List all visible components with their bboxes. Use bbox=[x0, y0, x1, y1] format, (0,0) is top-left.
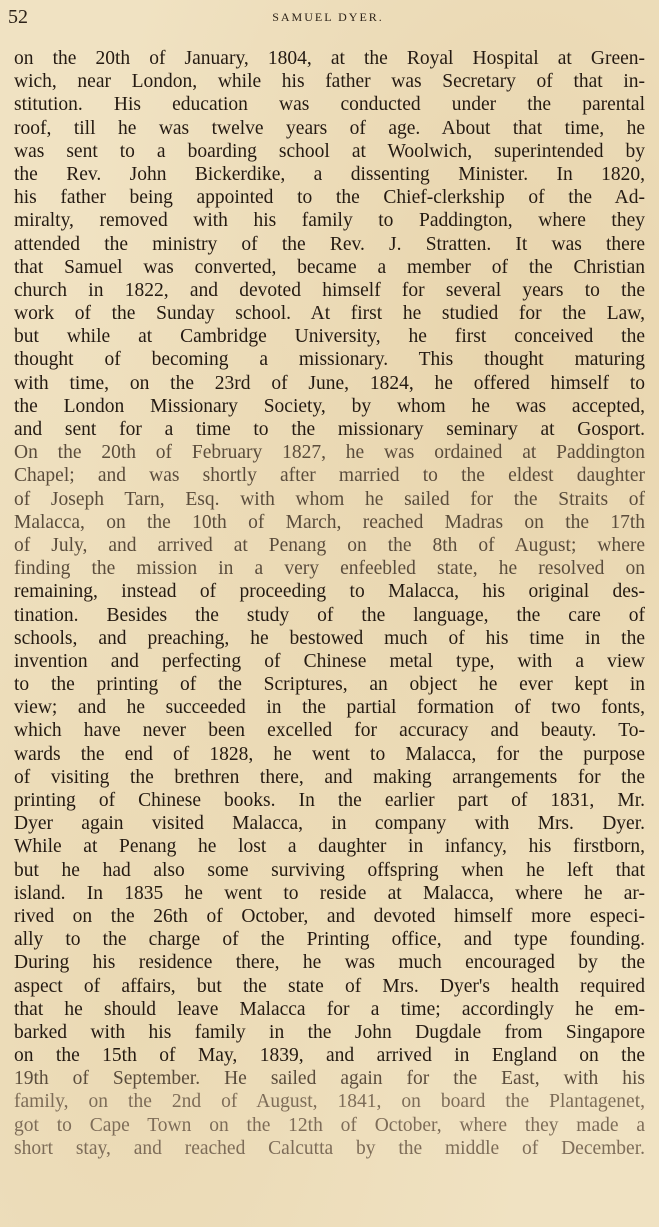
text-line: printing of Chinese books. In the earlier part of 1831, Mr. bbox=[14, 790, 645, 811]
text-line: tination. Besides the study of the language, the care of bbox=[14, 604, 645, 626]
text-line: but while at Cambridge University, he first conceived the bbox=[14, 326, 645, 348]
text-line: of Joseph Tarn, Esq. with whom he sailed for the Straits of bbox=[14, 488, 645, 510]
text-line: island. In 1835 he went to reside at Malacca, where he ar- bbox=[14, 882, 645, 904]
text-line: Dyer again visited Malacca, in company with Mrs. Dyer. bbox=[14, 813, 645, 835]
text-line: of July, and arrived at Penang on the 8th of August; where bbox=[14, 534, 645, 556]
text-line: During his residence there, he was much encouraged by the bbox=[14, 952, 645, 974]
text-line: Malacca, on the 10th of March, reached Madras on the 17th bbox=[14, 511, 645, 533]
page-header bbox=[8, 6, 648, 30]
text-line: which have never been excelled for accuracy and beauty. To- bbox=[14, 720, 645, 742]
text-line: but he had also some surviving offspring when he left that bbox=[14, 859, 645, 881]
text-line: and sent for a time to the missionary seminary at Gosport. bbox=[14, 419, 645, 440]
text-line: On the 20th of February 1827, he was ordained at Paddington bbox=[14, 442, 645, 464]
text-line: view; and he succeeded in the partial formation of two fonts, bbox=[14, 697, 645, 719]
text-line: wich, near London, while his father was Secretary of that in- bbox=[14, 71, 645, 93]
text-line: thought of becoming a missionary. This thought maturing bbox=[14, 349, 645, 371]
text-line: that he should leave Malacca for a time; accordingly he em- bbox=[14, 998, 645, 1020]
text-line: the Rev. John Bickerdike, a dissenting Minister. In 1820, bbox=[14, 163, 645, 185]
text-line: short stay, and reached Calcutta by the middle of December. bbox=[14, 1137, 645, 1159]
text-line: schools, and preaching, he bestowed much of his time in the bbox=[14, 627, 645, 649]
text-line: was sent to a boarding school at Woolwich, superintended by bbox=[14, 140, 645, 162]
text-line: on the 20th of January, 1804, at the Royal Hospital at Green- bbox=[14, 48, 645, 69]
text-line: invention and perfecting of Chinese metal type, with a view bbox=[14, 650, 645, 672]
text-line: his father being appointed to the Chief-clerkship of the Ad- bbox=[14, 187, 645, 209]
text-line: wards the end of 1828, he went to Malacca, for the purpose bbox=[14, 743, 645, 765]
text-line: church in 1822, and devoted himself for several years to the bbox=[14, 279, 645, 301]
text-line: that Samuel was converted, became a member of the Christian bbox=[14, 256, 645, 278]
text-line: Chapel; and was shortly after married to the eldest daughter bbox=[14, 465, 645, 487]
text-line: miralty, removed with his family to Paddington, where they bbox=[14, 210, 645, 232]
text-line: the London Missionary Society, by whom he was accepted, bbox=[14, 395, 645, 417]
text-line: ally to the charge of the Printing office, and type founding. bbox=[14, 929, 645, 951]
text-line: with time, on the 23rd of June, 1824, he offered himself to bbox=[14, 372, 645, 394]
text-line: to the printing of the Scriptures, an object he ever kept in bbox=[14, 674, 645, 696]
body-text bbox=[14, 47, 645, 1160]
text-line: family, on the 2nd of August, 1841, on board the Plantagenet, bbox=[14, 1091, 645, 1113]
text-line: stitution. His education was conducted under the parental bbox=[14, 94, 645, 116]
text-line: remaining, instead of proceeding to Malacca, his original des- bbox=[14, 581, 645, 603]
text-line: attended the ministry of the Rev. J. Stratten. It was there bbox=[14, 233, 645, 255]
text-line: work of the Sunday school. At first he studied for the Law, bbox=[14, 303, 645, 325]
page-number: 52 bbox=[8, 6, 28, 28]
text-line: on the 15th of May, 1839, and arrived in England on the bbox=[14, 1045, 645, 1067]
text-line: 19th of September. He sailed again for the East, with his bbox=[14, 1068, 645, 1090]
text-line: While at Penang he lost a daughter in infancy, his firstborn, bbox=[14, 836, 645, 858]
text-line: rived on the 26th of October, and devoted himself more especi- bbox=[14, 905, 645, 927]
running-head: SAMUEL DYER. bbox=[272, 10, 384, 24]
text-line: aspect of affairs, but the state of Mrs. Dyer's health required bbox=[14, 975, 645, 997]
text-line: finding the mission in a very enfeebled state, he resolved on bbox=[14, 558, 645, 580]
text-line: of visiting the brethren there, and making arrangements for the bbox=[14, 766, 645, 788]
text-line: barked with his family in the John Dugdale from Singapore bbox=[14, 1021, 645, 1043]
text-line: roof, till he was twelve years of age. About that time, he bbox=[14, 117, 645, 139]
text-line: got to Cape Town on the 12th of October, where they made a bbox=[14, 1114, 645, 1136]
